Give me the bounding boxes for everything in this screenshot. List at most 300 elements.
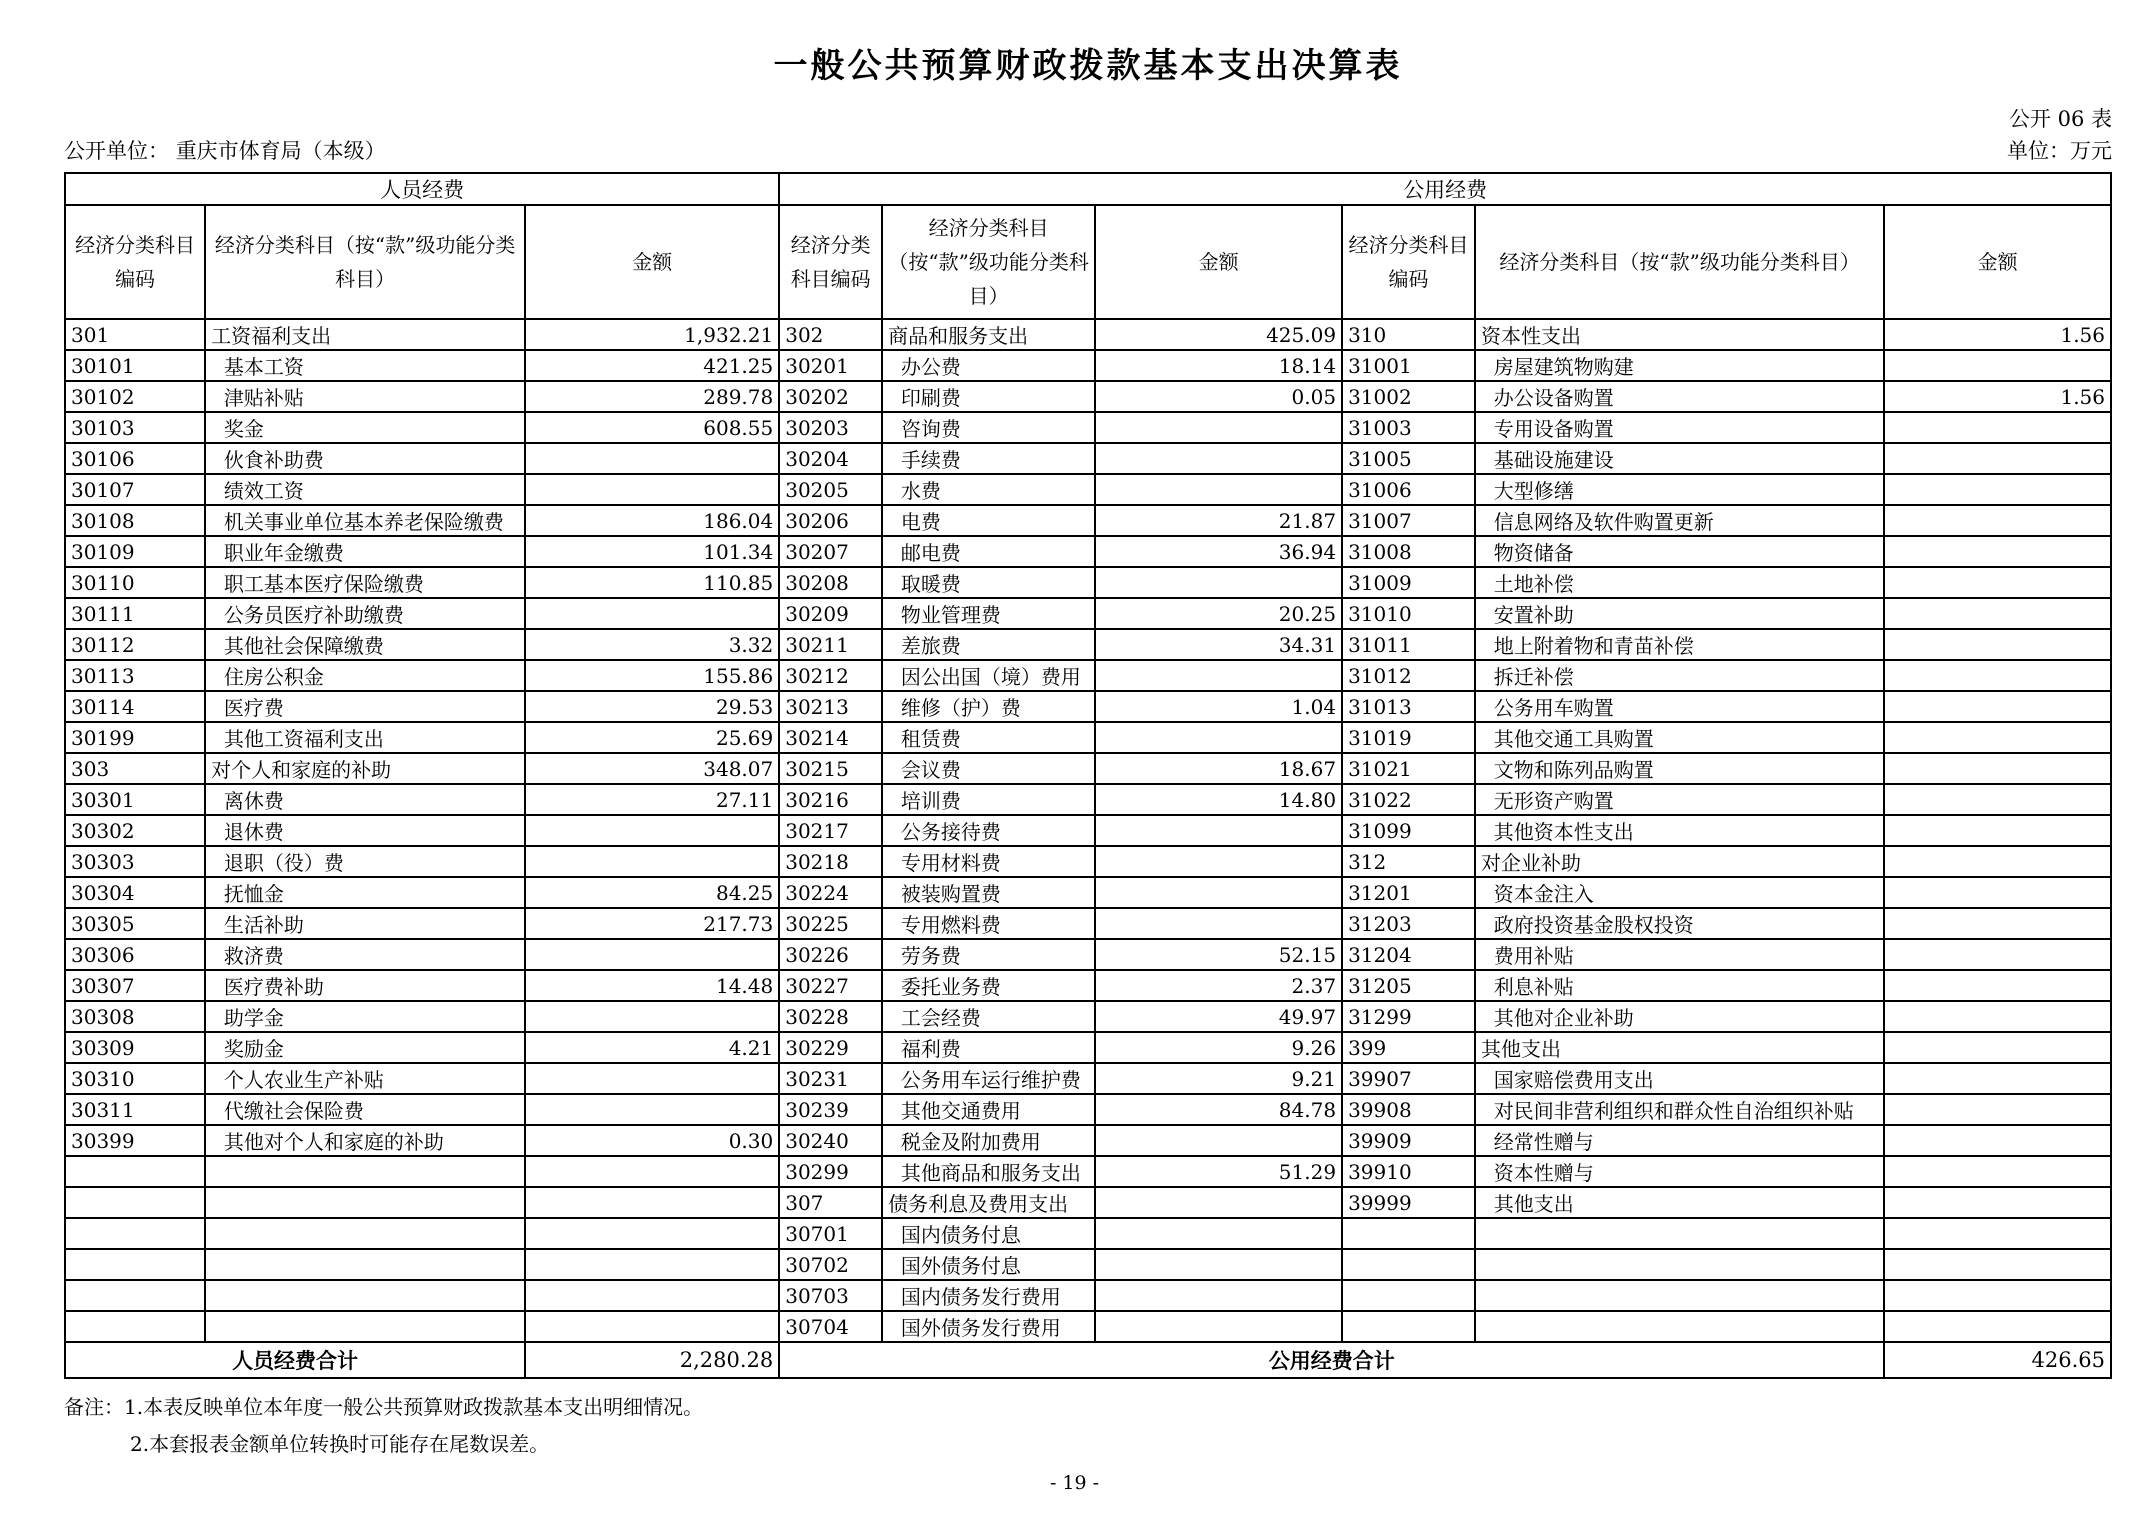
- amount-cell: 20.25: [1095, 598, 1342, 629]
- amount-cell: [525, 1063, 779, 1094]
- amount-cell: [1884, 1280, 2111, 1311]
- subject-cell: 房屋建筑物购建: [1475, 350, 1884, 381]
- table-row: [65, 1094, 2111, 1125]
- amount-cell: 110.85: [525, 567, 779, 598]
- subject-cell: 其他支出: [1475, 1032, 1884, 1063]
- code-cell: 39909: [1342, 1125, 1475, 1156]
- subject-cell: 抚恤金: [205, 877, 525, 908]
- code-cell: [1342, 1311, 1475, 1342]
- code-cell: 30701: [779, 1218, 882, 1249]
- notes-block: [64, 1389, 2112, 1463]
- subject-cell: 对个人和家庭的补助: [205, 753, 525, 784]
- code-cell: 30203: [779, 412, 882, 443]
- subject-cell: 绩效工资: [205, 474, 525, 505]
- money-unit-label: 单位：万元: [2007, 139, 2112, 163]
- subject-cell: 机关事业单位基本养老保险缴费: [205, 505, 525, 536]
- amount-cell: [1095, 1218, 1342, 1249]
- code-cell: 30703: [779, 1280, 882, 1311]
- table-body: [65, 319, 2111, 1342]
- table-row: [65, 629, 2111, 660]
- amount-cell: 18.67: [1095, 753, 1342, 784]
- code-cell: 302: [779, 319, 882, 350]
- subject-cell: 福利费: [882, 1032, 1095, 1063]
- code-cell: [65, 1280, 205, 1311]
- code-cell: [65, 1156, 205, 1187]
- code-cell: 30310: [65, 1063, 205, 1094]
- code-cell: 31007: [1342, 505, 1475, 536]
- code-cell: 31005: [1342, 443, 1475, 474]
- header-code-left: 经济分类科目编码: [65, 205, 205, 319]
- amount-cell: 348.07: [525, 753, 779, 784]
- subject-cell: 国家赔偿费用支出: [1475, 1063, 1884, 1094]
- table-row: [65, 815, 2111, 846]
- code-cell: 30112: [65, 629, 205, 660]
- header-amount-right: 金额: [1884, 205, 2111, 319]
- subject-cell: 资本金注入: [1475, 877, 1884, 908]
- amount-cell: [525, 1187, 779, 1218]
- subject-cell: 商品和服务支出: [882, 319, 1095, 350]
- code-cell: 31019: [1342, 722, 1475, 753]
- subject-cell: 办公费: [882, 350, 1095, 381]
- totals-row: [65, 1342, 2111, 1378]
- table-row: [65, 1280, 2111, 1311]
- code-cell: 30224: [779, 877, 882, 908]
- subject-cell: 公务用车购置: [1475, 691, 1884, 722]
- public-total-amount: 426.65: [1884, 1342, 2111, 1378]
- amount-cell: 1.56: [1884, 319, 2111, 350]
- subject-cell: 离休费: [205, 784, 525, 815]
- code-cell: 31205: [1342, 970, 1475, 1001]
- code-cell: 30212: [779, 660, 882, 691]
- subject-cell: 咨询费: [882, 412, 1095, 443]
- amount-cell: [1095, 1187, 1342, 1218]
- table-row: [65, 784, 2111, 815]
- subject-cell: 其他对个人和家庭的补助: [205, 1125, 525, 1156]
- table-row: [65, 970, 2111, 1001]
- amount-cell: [525, 1311, 779, 1342]
- subject-cell: 大型修缮: [1475, 474, 1884, 505]
- amount-cell: 9.21: [1095, 1063, 1342, 1094]
- header-subject-right: 经济分类科目（按“款”级功能分类科目）: [1475, 205, 1884, 319]
- code-cell: 30202: [779, 381, 882, 412]
- amount-cell: [1884, 1063, 2111, 1094]
- code-cell: 31010: [1342, 598, 1475, 629]
- amount-cell: [1095, 1280, 1342, 1311]
- code-cell: 312: [1342, 846, 1475, 877]
- amount-cell: [1884, 629, 2111, 660]
- amount-cell: [525, 1094, 779, 1125]
- subject-cell: 代缴社会保险费: [205, 1094, 525, 1125]
- subject-cell: 文物和陈列品购置: [1475, 753, 1884, 784]
- amount-cell: 421.25: [525, 350, 779, 381]
- amount-cell: 52.15: [1095, 939, 1342, 970]
- amount-cell: [1095, 412, 1342, 443]
- amount-cell: [1884, 691, 2111, 722]
- subject-cell: 其他对企业补助: [1475, 1001, 1884, 1032]
- code-cell: [65, 1249, 205, 1280]
- code-cell: 30108: [65, 505, 205, 536]
- disclosure-unit-name: 重庆市体育局（本级）: [175, 139, 386, 163]
- subject-cell: 其他资本性支出: [1475, 815, 1884, 846]
- subject-cell: [205, 1280, 525, 1311]
- code-cell: 30114: [65, 691, 205, 722]
- subject-cell: 工会经费: [882, 1001, 1095, 1032]
- table-row: [65, 1311, 2111, 1342]
- subject-cell: 其他工资福利支出: [205, 722, 525, 753]
- subject-cell: [1475, 1311, 1884, 1342]
- amount-cell: [525, 1218, 779, 1249]
- code-cell: 30213: [779, 691, 882, 722]
- code-cell: 399: [1342, 1032, 1475, 1063]
- code-cell: 30702: [779, 1249, 882, 1280]
- amount-cell: [1884, 1001, 2111, 1032]
- amount-cell: 84.25: [525, 877, 779, 908]
- subject-cell: 基本工资: [205, 350, 525, 381]
- subject-cell: 地上附着物和青苗补偿: [1475, 629, 1884, 660]
- amount-cell: 1.56: [1884, 381, 2111, 412]
- amount-cell: [525, 1001, 779, 1032]
- subject-cell: 伙食补助费: [205, 443, 525, 474]
- amount-cell: [1095, 474, 1342, 505]
- subject-cell: 国内债务付息: [882, 1218, 1095, 1249]
- amount-cell: [1095, 846, 1342, 877]
- subject-cell: [1475, 1280, 1884, 1311]
- subject-cell: 维修（护）费: [882, 691, 1095, 722]
- table-row: [65, 412, 2111, 443]
- code-cell: 31011: [1342, 629, 1475, 660]
- code-cell: 39907: [1342, 1063, 1475, 1094]
- code-cell: 31021: [1342, 753, 1475, 784]
- code-cell: 30303: [65, 846, 205, 877]
- subject-cell: 劳务费: [882, 939, 1095, 970]
- code-cell: 30305: [65, 908, 205, 939]
- subject-cell: 经常性赠与: [1475, 1125, 1884, 1156]
- subject-cell: 奖金: [205, 412, 525, 443]
- subject-cell: 因公出国（境）费用: [882, 660, 1095, 691]
- personnel-total-label: 人员经费合计: [65, 1342, 525, 1378]
- subject-cell: [1475, 1218, 1884, 1249]
- table-row: [65, 846, 2111, 877]
- subject-cell: [205, 1187, 525, 1218]
- amount-cell: 217.73: [525, 908, 779, 939]
- amount-cell: 25.69: [525, 722, 779, 753]
- table-row: [65, 660, 2111, 691]
- subject-cell: 利息补贴: [1475, 970, 1884, 1001]
- code-cell: 30218: [779, 846, 882, 877]
- amount-cell: [1884, 815, 2111, 846]
- subject-cell: 水费: [882, 474, 1095, 505]
- subject-cell: 职业年金缴费: [205, 536, 525, 567]
- amount-cell: 101.34: [525, 536, 779, 567]
- code-cell: 30207: [779, 536, 882, 567]
- amount-cell: 289.78: [525, 381, 779, 412]
- amount-cell: [1884, 567, 2111, 598]
- subject-cell: [205, 1249, 525, 1280]
- subject-cell: [1475, 1249, 1884, 1280]
- code-cell: 30208: [779, 567, 882, 598]
- code-cell: 30109: [65, 536, 205, 567]
- amount-cell: [1884, 1125, 2111, 1156]
- subject-cell: 其他商品和服务支出: [882, 1156, 1095, 1187]
- subject-cell: 债务利息及费用支出: [882, 1187, 1095, 1218]
- amount-cell: 4.21: [525, 1032, 779, 1063]
- subject-cell: [205, 1156, 525, 1187]
- subject-cell: 租赁费: [882, 722, 1095, 753]
- subject-cell: 拆迁补偿: [1475, 660, 1884, 691]
- subject-cell: 生活补助: [205, 908, 525, 939]
- subject-cell: 津贴补贴: [205, 381, 525, 412]
- subject-cell: 公务接待费: [882, 815, 1095, 846]
- amount-cell: [525, 815, 779, 846]
- subject-cell: 退休费: [205, 815, 525, 846]
- subject-cell: 取暖费: [882, 567, 1095, 598]
- subject-cell: 无形资产购置: [1475, 784, 1884, 815]
- code-cell: 30299: [779, 1156, 882, 1187]
- amount-cell: [525, 1156, 779, 1187]
- amount-cell: [1095, 1249, 1342, 1280]
- subject-cell: 印刷费: [882, 381, 1095, 412]
- amount-cell: [1095, 567, 1342, 598]
- code-cell: 30110: [65, 567, 205, 598]
- code-cell: 30106: [65, 443, 205, 474]
- expenditure-table: [64, 172, 2112, 1379]
- table-row: [65, 443, 2111, 474]
- amount-cell: 49.97: [1095, 1001, 1342, 1032]
- code-cell: 31001: [1342, 350, 1475, 381]
- amount-cell: 51.29: [1095, 1156, 1342, 1187]
- note-line-2: 2.本套报表金额单位转换时可能存在尾数误差。: [130, 1432, 550, 1456]
- subject-cell: 被装购置费: [882, 877, 1095, 908]
- subject-cell: 个人农业生产补贴: [205, 1063, 525, 1094]
- amount-cell: [1884, 660, 2111, 691]
- table-row: [65, 1156, 2111, 1187]
- code-cell: 30215: [779, 753, 882, 784]
- subject-cell: 专用设备购置: [1475, 412, 1884, 443]
- subject-cell: 国外债务发行费用: [882, 1311, 1095, 1342]
- code-cell: 30199: [65, 722, 205, 753]
- code-cell: 31201: [1342, 877, 1475, 908]
- code-cell: [1342, 1280, 1475, 1311]
- code-cell: 30311: [65, 1094, 205, 1125]
- subject-cell: 奖励金: [205, 1032, 525, 1063]
- subject-cell: [205, 1218, 525, 1249]
- table-row: [65, 753, 2111, 784]
- amount-cell: 27.11: [525, 784, 779, 815]
- amount-cell: [1884, 846, 2111, 877]
- header-amount-left: 金额: [525, 205, 779, 319]
- table-row: [65, 598, 2111, 629]
- header-code-right: 经济分类科目编码: [1342, 205, 1475, 319]
- header-amount-mid: 金额: [1095, 205, 1342, 319]
- amount-cell: [1095, 722, 1342, 753]
- subject-cell: 公务用车运行维护费: [882, 1063, 1095, 1094]
- code-cell: 30704: [779, 1311, 882, 1342]
- amount-cell: 34.31: [1095, 629, 1342, 660]
- code-cell: 31003: [1342, 412, 1475, 443]
- subject-cell: 国外债务付息: [882, 1249, 1095, 1280]
- code-cell: [65, 1218, 205, 1249]
- subject-cell: 其他交通工具购置: [1475, 722, 1884, 753]
- code-cell: 30239: [779, 1094, 882, 1125]
- amount-cell: [1884, 1187, 2111, 1218]
- subject-cell: 职工基本医疗保险缴费: [205, 567, 525, 598]
- code-cell: [1342, 1249, 1475, 1280]
- subject-cell: 办公设备购置: [1475, 381, 1884, 412]
- subject-cell: 资本性支出: [1475, 319, 1884, 350]
- table-row: [65, 908, 2111, 939]
- personnel-total-amount: 2,280.28: [525, 1342, 779, 1378]
- amount-cell: 21.87: [1095, 505, 1342, 536]
- subject-cell: 政府投资基金股权投资: [1475, 908, 1884, 939]
- subject-cell: 电费: [882, 505, 1095, 536]
- code-cell: 31299: [1342, 1001, 1475, 1032]
- amount-cell: 186.04: [525, 505, 779, 536]
- subject-cell: 物业管理费: [882, 598, 1095, 629]
- table-row: [65, 567, 2111, 598]
- column-header-row: [65, 205, 2111, 319]
- amount-cell: [1884, 505, 2111, 536]
- table-row: [65, 1187, 2111, 1218]
- table-row: [65, 1125, 2111, 1156]
- page-number: - 19 -: [1049, 1472, 1100, 1494]
- code-cell: 30113: [65, 660, 205, 691]
- code-cell: 30107: [65, 474, 205, 505]
- amount-cell: [525, 939, 779, 970]
- code-cell: 30229: [779, 1032, 882, 1063]
- code-cell: 31203: [1342, 908, 1475, 939]
- amount-cell: [1095, 877, 1342, 908]
- code-cell: 31022: [1342, 784, 1475, 815]
- code-cell: 30209: [779, 598, 882, 629]
- table-row: [65, 722, 2111, 753]
- code-cell: 30399: [65, 1125, 205, 1156]
- table-row: [65, 319, 2111, 350]
- subject-cell: 住房公积金: [205, 660, 525, 691]
- table-row: [65, 1063, 2111, 1094]
- header-code-mid: 经济分类科目编码: [779, 205, 882, 319]
- amount-cell: 155.86: [525, 660, 779, 691]
- amount-cell: [1884, 474, 2111, 505]
- subject-cell: 培训费: [882, 784, 1095, 815]
- code-cell: 30307: [65, 970, 205, 1001]
- amount-cell: 0.05: [1095, 381, 1342, 412]
- section-band-row: [65, 173, 2111, 205]
- code-cell: 31009: [1342, 567, 1475, 598]
- amount-cell: 1,932.21: [525, 319, 779, 350]
- code-cell: 30214: [779, 722, 882, 753]
- code-cell: 30206: [779, 505, 882, 536]
- note-line-1: 备注：1.本表反映单位本年度一般公共预算财政拨款基本支出明细情况。: [64, 1395, 704, 1419]
- subject-cell: 基础设施建设: [1475, 443, 1884, 474]
- subject-cell: 退职（役）费: [205, 846, 525, 877]
- subject-cell: 邮电费: [882, 536, 1095, 567]
- subject-cell: 其他支出: [1475, 1187, 1884, 1218]
- amount-cell: [1884, 722, 2111, 753]
- page-title: 一般公共预算财政拨款基本支出决算表: [773, 46, 1403, 86]
- amount-cell: [1884, 443, 2111, 474]
- amount-cell: [1884, 1156, 2111, 1187]
- amount-cell: 14.80: [1095, 784, 1342, 815]
- amount-cell: 84.78: [1095, 1094, 1342, 1125]
- code-cell: 39908: [1342, 1094, 1475, 1125]
- table-row: [65, 1249, 2111, 1280]
- public-total-label: 公用经费合计: [779, 1342, 1884, 1378]
- code-cell: 31008: [1342, 536, 1475, 567]
- amount-cell: 9.26: [1095, 1032, 1342, 1063]
- amount-cell: [1884, 970, 2111, 1001]
- code-cell: 30309: [65, 1032, 205, 1063]
- code-cell: 30304: [65, 877, 205, 908]
- code-cell: [65, 1311, 205, 1342]
- subject-cell: 土地补偿: [1475, 567, 1884, 598]
- amount-cell: 3.32: [525, 629, 779, 660]
- code-cell: 30205: [779, 474, 882, 505]
- amount-cell: 2.37: [1095, 970, 1342, 1001]
- code-cell: 30211: [779, 629, 882, 660]
- report-sheet: [64, 0, 2112, 1463]
- subject-cell: 资本性赠与: [1475, 1156, 1884, 1187]
- subject-cell: 物资储备: [1475, 536, 1884, 567]
- code-cell: 31204: [1342, 939, 1475, 970]
- code-cell: 31012: [1342, 660, 1475, 691]
- amount-cell: [525, 1249, 779, 1280]
- amount-cell: [1884, 784, 2111, 815]
- subject-cell: 对企业补助: [1475, 846, 1884, 877]
- table-row: [65, 536, 2111, 567]
- code-cell: 30228: [779, 1001, 882, 1032]
- amount-cell: [1884, 536, 2111, 567]
- section-public: 公用经费: [779, 173, 2111, 205]
- code-cell: 30217: [779, 815, 882, 846]
- subject-cell: 信息网络及软件购置更新: [1475, 505, 1884, 536]
- amount-cell: [525, 1280, 779, 1311]
- amount-cell: [525, 598, 779, 629]
- code-cell: 307: [779, 1187, 882, 1218]
- code-cell: 30103: [65, 412, 205, 443]
- table-row: [65, 1032, 2111, 1063]
- table-row: [65, 939, 2111, 970]
- amount-cell: 1.04: [1095, 691, 1342, 722]
- amount-cell: [1095, 1125, 1342, 1156]
- amount-cell: [1884, 877, 2111, 908]
- header-subject-left: 经济分类科目（按“款”级功能分类科目）: [205, 205, 525, 319]
- subject-cell: 公务员医疗补助缴费: [205, 598, 525, 629]
- code-cell: [1342, 1218, 1475, 1249]
- amount-cell: [1884, 1311, 2111, 1342]
- code-cell: 30308: [65, 1001, 205, 1032]
- amount-cell: [525, 474, 779, 505]
- subject-cell: 差旅费: [882, 629, 1095, 660]
- code-cell: 30306: [65, 939, 205, 970]
- code-cell: 30225: [779, 908, 882, 939]
- header-subject-mid: 经济分类科目（按“款”级功能分类科目）: [882, 205, 1095, 319]
- amount-cell: [525, 443, 779, 474]
- amount-cell: [1884, 753, 2111, 784]
- subject-cell: 对民间非营利组织和群众性自治组织补贴: [1475, 1094, 1884, 1125]
- subject-cell: 委托业务费: [882, 970, 1095, 1001]
- section-personnel: 人员经费: [65, 173, 779, 205]
- amount-cell: 425.09: [1095, 319, 1342, 350]
- code-cell: [65, 1187, 205, 1218]
- table-row: [65, 381, 2111, 412]
- code-cell: 30216: [779, 784, 882, 815]
- amount-cell: [1095, 1311, 1342, 1342]
- amount-cell: [1884, 908, 2111, 939]
- subject-cell: 安置补助: [1475, 598, 1884, 629]
- subject-cell: 会议费: [882, 753, 1095, 784]
- amount-cell: [525, 846, 779, 877]
- amount-cell: [1095, 815, 1342, 846]
